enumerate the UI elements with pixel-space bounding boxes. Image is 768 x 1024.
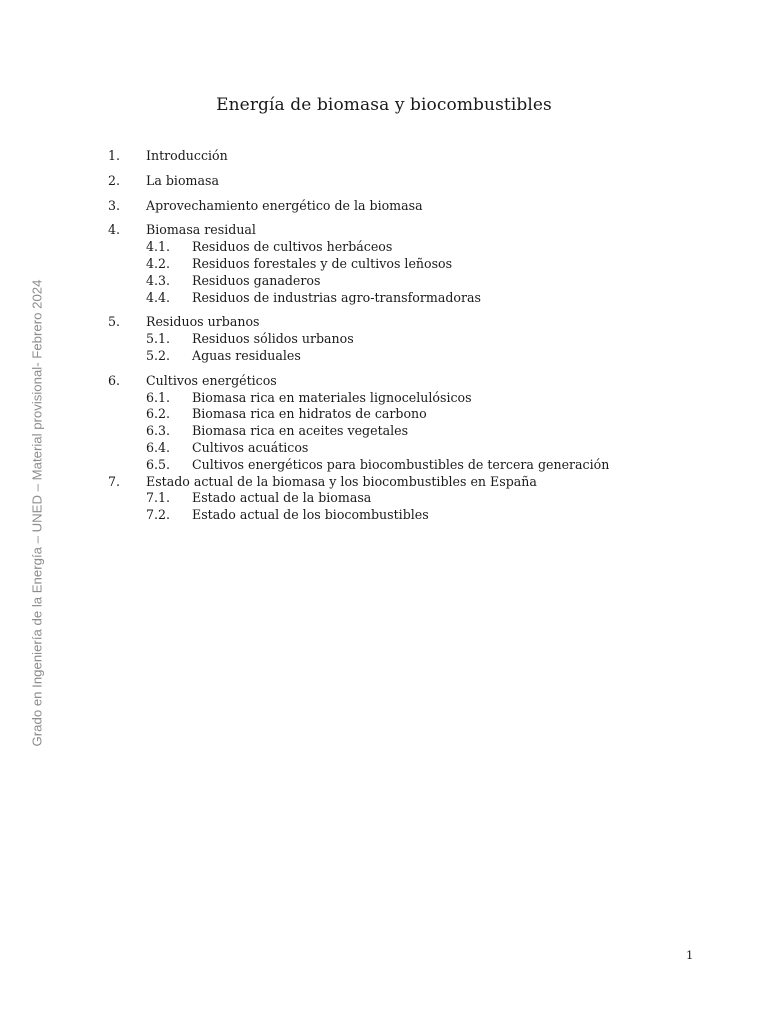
toc-subentry-number: 6.4.: [146, 439, 171, 455]
toc-subentry-number: 5.1.: [146, 331, 171, 347]
toc-subentry: [108, 507, 708, 524]
page-number: 1: [686, 948, 694, 962]
toc-subentry: [108, 440, 708, 457]
toc-section-6: [108, 373, 708, 474]
toc-entry-number: 6.: [108, 372, 121, 388]
toc-subentry-label: Residuos forestales y de cultivos leñosos: [192, 255, 453, 271]
toc-subentry: [108, 406, 708, 423]
toc-subentry: [108, 273, 708, 290]
toc-subentry-number: 4.1.: [146, 239, 171, 255]
toc-subentry-label: Cultivos energéticos para biocombustibles de tercera generación: [192, 456, 610, 472]
toc-entry: [108, 222, 708, 239]
toc-subentry-label: Biomasa rica en aceites vegetales: [192, 423, 409, 439]
toc-subentry: [108, 490, 708, 507]
toc-section-5: [108, 314, 708, 364]
toc-subentry-number: 7.2.: [146, 507, 171, 523]
toc-section-2: [108, 173, 708, 190]
toc-subentry-label: Residuos ganaderos: [192, 272, 321, 288]
toc-subentry-number: 6.2.: [146, 406, 171, 422]
toc-subentry-number: 7.1.: [146, 490, 171, 506]
toc-subentry-number: 6.1.: [146, 389, 171, 405]
toc-section-3: [108, 198, 708, 215]
toc-entry: [108, 173, 708, 190]
toc-subentry-number: 6.5.: [146, 456, 171, 472]
toc-entry-label: Residuos urbanos: [146, 314, 260, 330]
toc-entry: [108, 198, 708, 215]
toc-subentry: [108, 423, 708, 440]
toc-subentry-label: Residuos de cultivos herbáceos: [192, 239, 393, 255]
toc-subentry-number: 4.3.: [146, 272, 171, 288]
toc-entry-number: 5.: [108, 314, 121, 330]
toc-entry: [108, 148, 708, 165]
toc-entry-label: Introducción: [146, 148, 228, 163]
document-title: Energía de biomasa y biocombustibles: [216, 95, 552, 115]
toc-subentry-number: 4.4.: [146, 289, 171, 305]
toc-entry-number: 1.: [108, 148, 121, 163]
table-of-contents: [108, 148, 708, 532]
toc-section-1: [108, 148, 708, 165]
toc-section-7: [108, 474, 708, 524]
toc-subentry-label: Estado actual de la biomasa: [192, 490, 372, 506]
toc-subentry-label: Biomasa rica en materiales lignocelulósicos: [192, 389, 472, 405]
toc-entry-number: 7.: [108, 473, 121, 489]
toc-subentry-label: Biomasa rica en hidratos de carbono: [192, 406, 427, 422]
toc-subentry-number: 4.2.: [146, 255, 171, 271]
toc-subentry: [108, 390, 708, 407]
toc-subentry: [108, 457, 708, 474]
toc-entry-label: Biomasa residual: [146, 222, 256, 238]
toc-subentry: [108, 348, 708, 365]
toc-entry-label: Estado actual de la biomasa y los biocombustibles en España: [146, 473, 537, 489]
toc-entry-number: 4.: [108, 222, 121, 238]
toc-subentry-number: 6.3.: [146, 423, 171, 439]
toc-subentry: [108, 290, 708, 307]
toc-subentry-label: Residuos de industrias agro-transformadoras: [192, 289, 481, 305]
toc-subentry-label: Aguas residuales: [192, 347, 301, 363]
side-margin-note: Grado en Ingeniería de la Energía – UNED – Material provisional- Febrero 2024: [29, 279, 45, 747]
toc-subentry-label: Residuos sólidos urbanos: [192, 331, 354, 347]
toc-subentry: [108, 256, 708, 273]
toc-entry: [108, 474, 708, 491]
toc-entry-number: 2.: [108, 172, 121, 188]
toc-entry: [108, 373, 708, 390]
toc-subentry-label: Cultivos acuáticos: [192, 439, 309, 455]
toc-subentry: [108, 331, 708, 348]
toc-entry-label: Cultivos energéticos: [146, 372, 277, 388]
toc-section-4: [108, 222, 708, 306]
toc-entry-label: Aprovechamiento energético de la biomasa: [146, 197, 423, 213]
toc-subentry: [108, 239, 708, 256]
toc-subentry-number: 5.2.: [146, 347, 171, 363]
toc-subentry-label: Estado actual de los biocombustibles: [192, 507, 429, 523]
toc-entry: [108, 314, 708, 331]
toc-entry-label: La biomasa: [146, 172, 219, 188]
toc-entry-number: 3.: [108, 197, 121, 213]
